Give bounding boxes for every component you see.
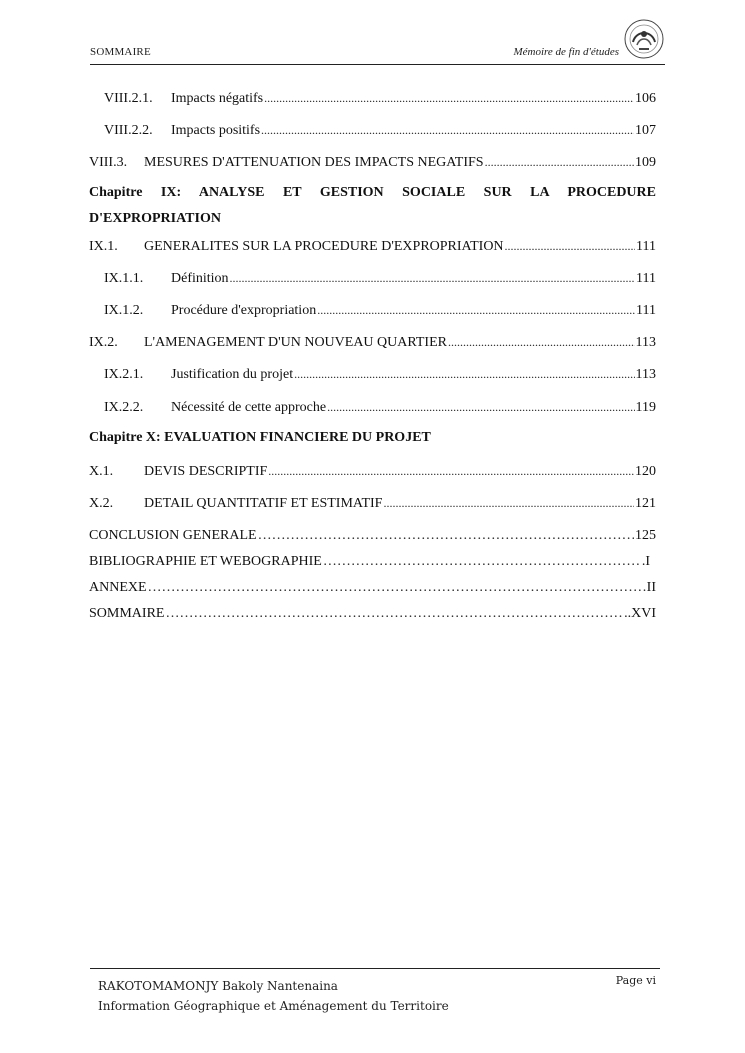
toc-entry-ix-1-2[interactable] (89, 301, 656, 319)
toc-dot-leader (294, 365, 634, 383)
toc-entry-title: Définition (171, 271, 229, 286)
toc-entry-title: Justification du projet (171, 367, 294, 382)
toc-entry-number: VIII.2.1. (104, 91, 153, 106)
toc-entry-number: IX.1. (89, 239, 118, 254)
toc-entry-title: Procédure d'expropriation (171, 303, 317, 318)
toc-dot-leader (505, 237, 635, 255)
toc-entry-page: 113 (635, 335, 656, 350)
university-logo-icon (623, 18, 665, 60)
header-section-title: SOMMAIRE (90, 46, 151, 58)
toc-entry-viii-2-1[interactable] (89, 89, 656, 107)
toc-entry-title: L'AMENAGEMENT D'UN NOUVEAU QUARTIER (144, 335, 447, 350)
toc-entry-page: 120 (635, 464, 656, 479)
footer-page-number: Page vi (615, 974, 656, 987)
toc-dot-leader (230, 269, 635, 287)
toc-entry-viii-3[interactable] (89, 153, 656, 171)
toc-entry-page: II (646, 580, 656, 595)
toc-entry-ix-1[interactable] (89, 237, 656, 255)
toc-dot-leader (317, 301, 635, 319)
toc-entry-annexe[interactable] (89, 579, 656, 597)
toc-dot-leader (323, 553, 641, 571)
toc-entry-number: VIII.3. (89, 155, 128, 170)
toc-entry-page: 119 (635, 400, 656, 415)
toc-entry-title: SOMMAIRE (89, 606, 165, 621)
toc-dot-leader (268, 462, 634, 480)
toc-entry-number: IX.1.1. (104, 271, 144, 286)
header-document-type: Mémoire de fin d'études (513, 46, 619, 58)
toc-entry-title: Impacts positifs (171, 123, 261, 138)
toc-entry-number: X.1. (89, 464, 114, 479)
toc-entry-page: 111 (636, 239, 656, 254)
toc-entry-page: 106 (635, 91, 656, 106)
toc-entry-title: GENERALITES SUR LA PROCEDURE D'EXPROPRIATION (144, 239, 504, 254)
toc-chapter-x[interactable]: Chapitre X: EVALUATION FINANCIERE DU PROJET (89, 430, 431, 445)
toc-dot-leader (448, 333, 635, 351)
page-header (90, 18, 665, 65)
toc-entry-page: .I (641, 554, 650, 569)
toc-entry-ix-2-1[interactable] (89, 365, 656, 383)
toc-entry-ix-1-1[interactable] (89, 269, 656, 287)
toc-entry-ix-2[interactable] (89, 333, 656, 351)
toc-entry-number: IX.2.1. (104, 367, 144, 382)
footer-author: RAKOTOMAMONJY Bakoly Nantenaina (98, 979, 338, 993)
toc-entry-page: 111 (636, 303, 656, 318)
toc-entry-title: Impacts négatifs (171, 91, 264, 106)
toc-entry-sommaire[interactable] (89, 605, 656, 623)
footer-department: Information Géographique et Aménagement du Territoire (98, 999, 449, 1013)
toc-entry-page: 113 (635, 367, 656, 382)
toc-entry-viii-2-2[interactable] (89, 121, 656, 139)
toc-entry-title: DETAIL QUANTITATIF ET ESTIMATIF (144, 496, 383, 511)
toc-entry-number: IX.1.2. (104, 303, 144, 318)
toc-dot-leader (264, 89, 634, 107)
toc-dot-leader (261, 121, 634, 139)
toc-entry-number: VIII.2.2. (104, 123, 153, 138)
toc-entry-title: MESURES D'ATTENUATION DES IMPACTS NEGATIFS (144, 155, 484, 170)
toc-dot-leader (258, 527, 634, 545)
toc-entry-title: ANNEXE (89, 580, 147, 595)
toc-entry-title: CONCLUSION GENERALE (89, 528, 257, 543)
toc-entry-bibliographie[interactable] (89, 553, 656, 571)
toc-entry-page: 125 (635, 528, 656, 543)
toc-entry-page: ..XVI (624, 606, 656, 621)
toc-dot-leader (383, 494, 634, 512)
toc-dot-leader (165, 605, 623, 623)
toc-entry-title: DEVIS DESCRIPTIF (144, 464, 268, 479)
toc-entry-x-1[interactable] (89, 462, 656, 480)
toc-chapter-ix[interactable]: Chapitre IX: ANALYSE ET GESTION SOCIALE SUR LA PROCEDURE D'EXPROPRIATION (89, 185, 656, 226)
toc-entry-number: IX.2. (89, 335, 118, 350)
toc-entry-ix-2-2[interactable] (89, 398, 656, 416)
toc-entry-page: 109 (635, 155, 656, 170)
toc-entry-number: IX.2.2. (104, 400, 144, 415)
toc-dot-leader (485, 153, 634, 171)
toc-entry-title: BIBLIOGRAPHIE ET WEBOGRAPHIE (89, 554, 322, 569)
toc-entry-page: 121 (635, 496, 656, 511)
toc-entry-page: 107 (635, 123, 656, 138)
page-footer (90, 968, 660, 1013)
toc-entry-title: Nécessité de cette approche (171, 400, 327, 415)
toc-entry-page: 111 (636, 271, 656, 286)
toc-dot-leader (327, 398, 634, 416)
toc-entry-x-2[interactable] (89, 494, 656, 512)
toc-entry-conclusion[interactable] (89, 527, 656, 545)
toc-dot-leader (148, 579, 646, 597)
toc-entry-number: X.2. (89, 496, 114, 511)
